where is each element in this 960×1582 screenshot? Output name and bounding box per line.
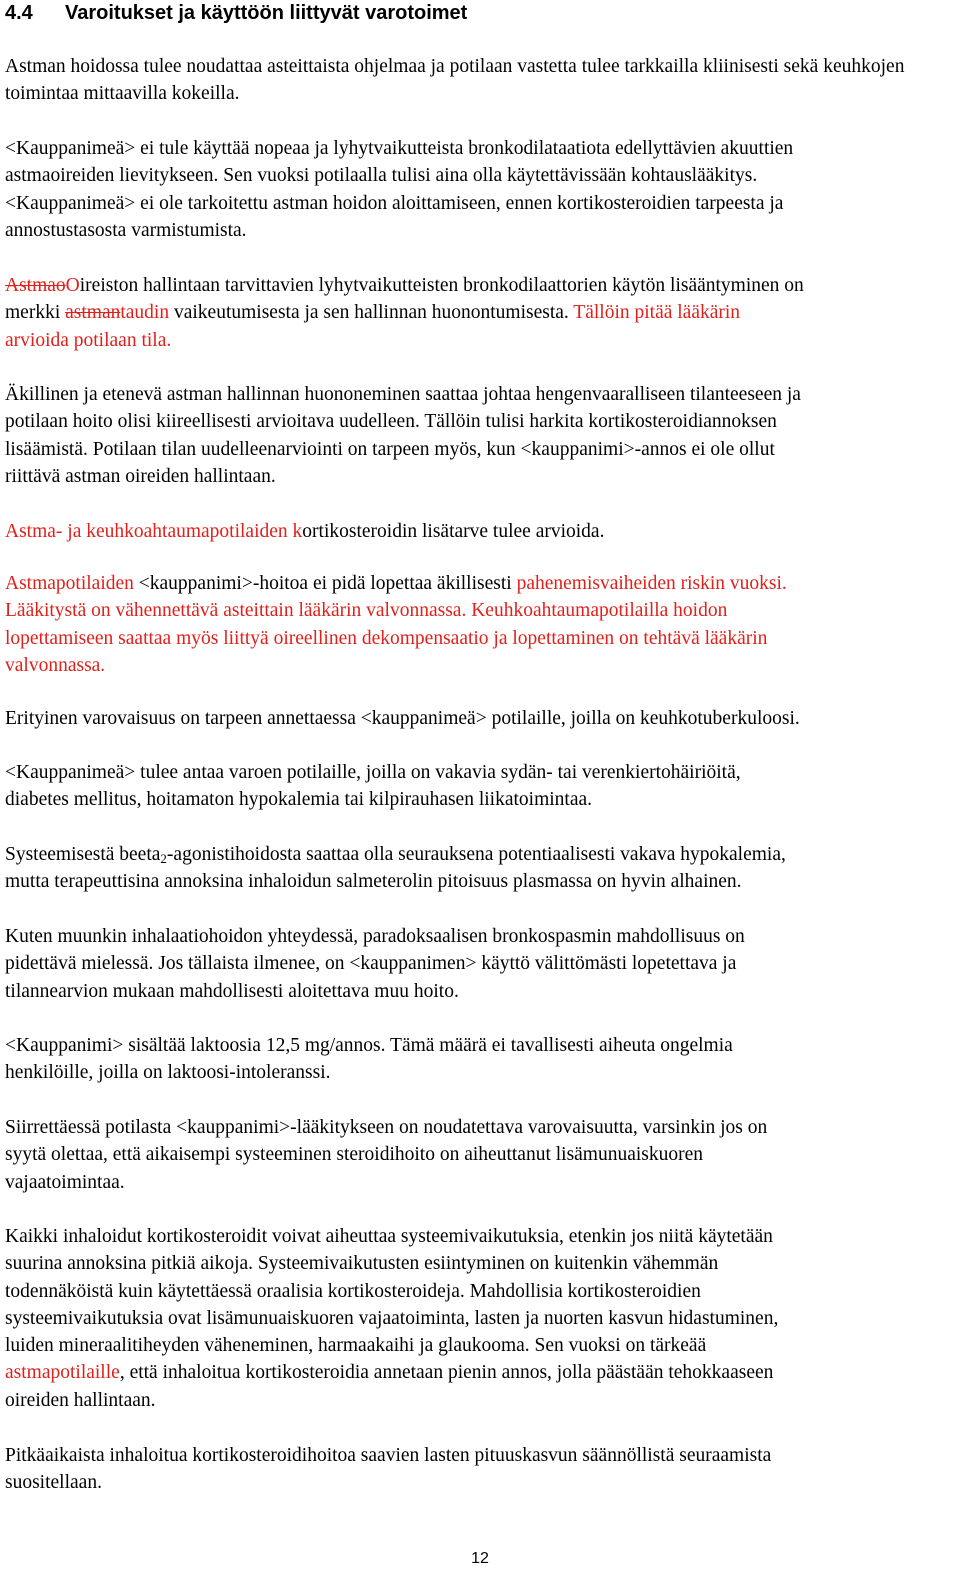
text-line: Pitkäaikaista inhaloitua kortikosteroidihoitoa saavien lasten pituuskasvun säännöllistä seuraamista <box>5 1445 772 1466</box>
text-run: merkki <box>5 302 66 324</box>
text-line: suositellaan. <box>5 1472 102 1494</box>
text-line: oireiden hallintaan. <box>5 1389 156 1411</box>
deleted-text: Astmao <box>5 275 66 296</box>
text-line: <Kauppanimi> sisältää laktoosia 12,5 mg/annos. Tämä määrä ei tavallisesti aiheuta ongelmia <box>5 1035 733 1056</box>
paragraph-switching <box>5 1114 955 1196</box>
page-number: 12 <box>471 1550 489 1567</box>
paragraph-lactose <box>5 1032 955 1087</box>
inserted-text: Astma- ja keuhkoahtaumapotilaiden k <box>5 521 303 542</box>
text-line: luiden mineraalitiheyden väheneminen, harmaakaihi ja glaukooma. Sen vuoksi on tärkeää <box>5 1335 707 1357</box>
text-line: <Kauppanimeä> ei ole tarkoitettu astman hoidon aloittamiseen, ennen kortikosteroidien tarpeesta ja <box>5 192 784 214</box>
inserted-text: valvonnassa. <box>5 654 106 676</box>
paragraph-systemic-effects <box>5 1223 955 1414</box>
inserted-text: Astmapotilaiden <box>5 573 134 594</box>
paragraph-growth-monitoring <box>5 1442 955 1497</box>
text-run: vaikeutumisesta ja sen hallinnan huonontumisesta. <box>169 302 574 324</box>
text-run: -agonistihoidosta saattaa olla seurauksena potentiaalisesti vakava hypokalemia, <box>166 844 786 865</box>
text-line: henkilöille, joilla on laktoosi-intoleranssi. <box>5 1062 331 1084</box>
text-line: tilannearvion mukaan mahdollisesti aloitettava muu hoito. <box>5 980 459 1002</box>
paragraph-worsening-control <box>5 381 955 490</box>
subscript: 2 <box>160 851 167 866</box>
inserted-text: Lääkitystä on vähennettävä asteittain lääkärin valvonnassa. Keuhkoahtaumapotilailla hoidon <box>5 600 728 622</box>
text-line: Siirrettäessä potilasta <kauppanimi>-lääkitykseen on noudatettava varovaisuutta, varsinkin jos on <box>5 1117 768 1138</box>
deleted-text: astman <box>65 302 121 324</box>
text-line: todennäköistä kuin käytettäessä oraalisia kortikosteroideja. Mahdollisia kortikosteroidien <box>5 1280 701 1302</box>
inserted-text: astmapotilaille <box>5 1362 120 1384</box>
text-line: syytä olettaa, että aikaisempi systeeminen steroidihoito on aiheuttanut lisämunuaiskuoren <box>5 1144 704 1166</box>
text-line: Kuten muunkin inhalaatiohoidon yhteydessä, paradoksaalisen bronkospasmin mahdollisuus on <box>5 926 745 947</box>
paragraph-symptom-control <box>5 272 955 354</box>
text-line: Erityinen varovaisuus on tarpeen annettaessa <kauppanimeä> potilaille, joilla on keuhkotuberkuloosi. <box>5 708 800 729</box>
paragraph-asthma-treatment <box>5 53 955 108</box>
text-line: <Kauppanimeä> ei tule käyttää nopeaa ja lyhytvaikutteista bronkodilataatiota edellyttävien akuuttien <box>5 138 794 159</box>
text-line: riittävä astman oireiden hallintaan. <box>5 465 276 487</box>
text-line: suurina annoksina pitkiä aikoja. Systeemivaikutusten esiintyminen on kuitenkin vähemmän <box>5 1253 719 1275</box>
text-run: ireiston hallintaan tarvittavien lyhytvaikutteisten bronkodilaattorien käytön lisääntyminen on <box>79 275 804 296</box>
paragraph-hypokalemia <box>5 841 955 896</box>
inserted-text: arvioida potilaan tila. <box>5 329 172 351</box>
paragraph-tuberculosis <box>5 705 955 732</box>
text-line: annostustasosta varmistumista. <box>5 219 247 241</box>
paragraph-cardiovascular <box>5 759 955 814</box>
paragraph-text: Astman hoidossa tulee noudattaa asteittaista ohjelmaa ja potilaan vastetta tulee tarkkailla kliinisesti sekä keuhkojen toimintaa mittaavilla kokeilla. <box>5 56 905 105</box>
text-run: <kauppanimi>-hoitoa ei pidä lopettaa äkillisesti <box>133 573 517 594</box>
inserted-text: taudin <box>120 302 170 324</box>
text-line: lisäämistä. Potilaan tilan uudelleenarviointi on tarpeen myös, kun <kauppanimi>-annos ei ole ollut <box>5 438 775 460</box>
inserted-text: O <box>65 275 80 296</box>
text-run: ortikosteroidin lisätarve tulee arvioida. <box>302 521 605 542</box>
text-line: <Kauppanimeä> tulee antaa varoen potilaille, joilla on vakavia sydän- tai verenkiertohäiriöitä, <box>5 762 741 783</box>
paragraph-not-for-acute <box>5 135 955 244</box>
paragraph-do-not-stop <box>5 570 955 679</box>
section-title: Varoitukset ja käyttöön liittyvät varotoimet <box>65 2 468 24</box>
text-line: astmaoireiden lievitykseen. Sen vuoksi potilaalla tulisi aina olla käytettävissään kohtauslääkitys. <box>5 165 758 187</box>
paragraph-corticosteroid-need <box>5 518 955 545</box>
text-line: diabetes mellitus, hoitamaton hypokalemia tai kilpirauhasen liikatoimintaa. <box>5 789 593 811</box>
text-line: pidettävä mielessä. Jos tällaista ilmenee, on <kauppanimen> käyttö välittömästi lopetettava ja <box>5 953 737 975</box>
text-line: Kaikki inhaloidut kortikosteroidit voivat aiheuttaa systeemivaikutuksia, etenkin jos niitä käytetään <box>5 1226 773 1247</box>
text-line: vajaatoimintaa. <box>5 1171 125 1193</box>
text-line: potilaan hoito olisi kiireellisesti arvioitava uudelleen. Tällöin tulisi harkita kortikosteroidiannoksen <box>5 411 777 433</box>
section-heading <box>5 0 467 26</box>
inserted-text: lopettamiseen saattaa myös liittyä oireellinen dekompensaatio ja lopettaminen on tehtävä lääkärin <box>5 627 768 649</box>
inserted-text: Tällöin pitää lääkärin <box>573 302 741 324</box>
paragraph-bronchospasm <box>5 923 955 1005</box>
text-line: mutta terapeuttisina annoksina inhaloidun salmeterolin pitoisuus plasmassa on hyvin alhainen. <box>5 871 742 893</box>
inserted-text: pahenemisvaiheiden riskin vuoksi. <box>516 573 787 594</box>
text-run: Systeemisestä beeta <box>5 844 161 865</box>
text-run: , että inhaloitua kortikosteroidia annetaan pienin annos, jolla päästään tehokkaaseen <box>119 1362 774 1384</box>
text-line: systeemivaikutuksia ovat lisämunuaiskuoren vajaatoiminta, lasten ja nuorten kasvun hidastuminen, <box>5 1307 779 1329</box>
section-number: 4.4 <box>5 2 33 24</box>
text-line: Äkillinen ja etenevä astman hallinnan huononeminen saattaa johtaa hengenvaaralliseen tilanteeseen ja <box>5 384 801 405</box>
